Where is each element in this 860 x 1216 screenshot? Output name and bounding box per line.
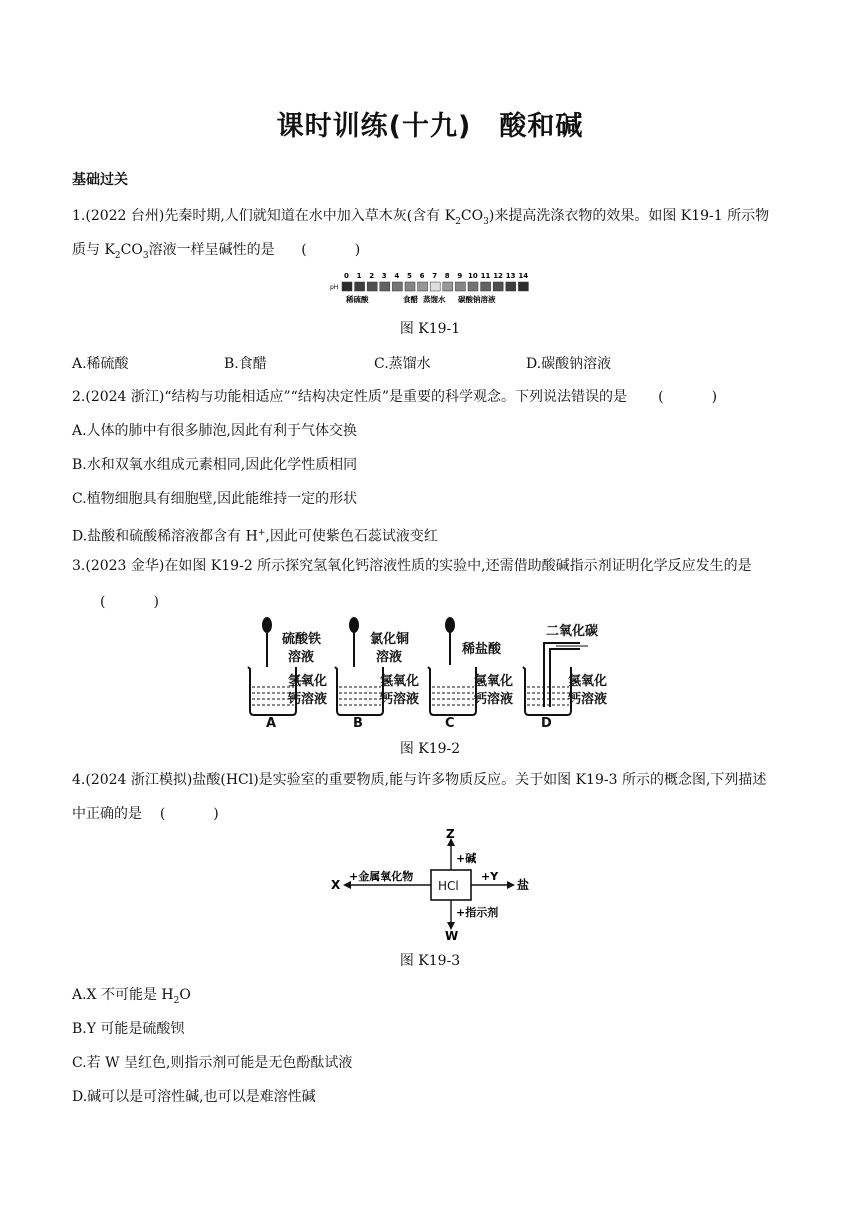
ph-number: 13 — [505, 272, 516, 280]
label-caoh2-d-2: 钙溶液 — [568, 692, 608, 707]
ph-cell — [418, 282, 428, 291]
ph-cell — [367, 282, 377, 291]
hcl-concept-map — [325, 826, 540, 942]
q4-option-b[interactable]: B.Y 可能是硫酸钡 — [72, 1021, 185, 1037]
label-indicator: +指示剂 — [456, 906, 499, 919]
label-ferric-sulfate-1: 硫酸铁 — [282, 632, 322, 647]
label-ferric-sulfate-2: 溶液 — [288, 650, 315, 665]
caption-k19-3: 图 K19-3 — [399, 953, 461, 969]
q4-stem-line1: 4.(2024 浙江模拟)盐酸(HCl)是实验室的重要物质,能与许多物质反应。关于如图 K19-3 所示的概念图,下列描述 — [72, 772, 767, 788]
beaker-experiment-figure — [240, 615, 620, 730]
ph-number: 11 — [480, 272, 491, 280]
ph-cell — [342, 282, 352, 291]
q1-option-b[interactable]: B.食醋 — [224, 356, 267, 372]
ph-scale-figure — [330, 268, 540, 308]
label-co2: 二氧化碳 — [546, 624, 599, 639]
beaker-d — [523, 667, 571, 715]
ph-cells — [342, 282, 528, 291]
caption-k19-2: 图 K19-2 — [399, 741, 461, 757]
ph-cell — [468, 282, 478, 291]
ph-cell — [392, 282, 402, 291]
letter-c: C — [445, 716, 455, 730]
ph-label: pH — [330, 284, 339, 291]
ph-number: 8 — [444, 272, 450, 280]
ph-number: 2 — [369, 272, 375, 280]
dropper-c-bulb — [445, 617, 455, 633]
label-plus-y: +Y — [481, 870, 499, 883]
label-caoh2-b-1: 氢氧化 — [380, 674, 420, 689]
q1-option-a[interactable]: A.稀硫酸 — [72, 356, 129, 372]
ph-label-acid: 稀硫酸 — [346, 295, 369, 304]
ph-number: 12 — [493, 272, 503, 280]
letter-d: D — [541, 716, 552, 730]
ph-number: 6 — [419, 272, 425, 280]
label-base: +碱 — [456, 852, 477, 865]
label-caoh2-c-2: 钙溶液 — [474, 692, 514, 707]
q3-stem: 3.(2023 金华)在如图 K19-2 所示探究氢氧化钙溶液性质的实验中,还需借助酸碱指示剂证明化学反应发生的是 — [72, 558, 752, 574]
page-title: 课时训练(十九) 酸和碱 — [276, 111, 584, 142]
ph-cell — [481, 282, 491, 291]
label-metal-oxide: +金属氧化物 — [349, 870, 414, 883]
ph-cell — [380, 282, 390, 291]
beaker-b — [335, 667, 383, 715]
section-heading: 基础过关 — [72, 172, 128, 188]
ph-number: 0 — [344, 272, 349, 280]
q1-stem-line2: 质与 $K_2CO_3$溶液一样呈碱性的是 ( ) — [72, 242, 361, 261]
ph-cell — [430, 282, 440, 291]
label-copper-chloride-1: 氯化铜 — [370, 632, 410, 647]
beaker-c — [428, 667, 476, 715]
q2-option-d[interactable]: D.盐酸和硫酸稀溶液都含有 H+,因此可使紫色石蕊试液变红 — [72, 528, 438, 545]
ph-cell — [405, 282, 415, 291]
label-caoh2-a-2: 钙溶液 — [288, 692, 328, 707]
label-caoh2-a-1: 氢氧化 — [288, 674, 328, 689]
q2-option-b[interactable]: B.水和双氧水组成元素相同,因此化学性质相同 — [72, 457, 358, 473]
ph-cell — [355, 282, 365, 291]
q1-option-c[interactable]: C.蒸馏水 — [374, 356, 431, 372]
letter-b: B — [353, 716, 363, 730]
caption-k19-1: 图 K19-1 — [399, 321, 461, 337]
letter-a: A — [266, 716, 277, 730]
q4-option-d[interactable]: D.碱可以是可溶性碱,也可以是难溶性碱 — [72, 1089, 316, 1105]
ph-numbers — [344, 272, 528, 280]
dropper-b-bulb — [349, 617, 359, 633]
ph-number: 4 — [394, 272, 400, 280]
label-copper-chloride-2: 溶液 — [376, 650, 403, 665]
q2-option-a[interactable]: A.人体的肺中有很多肺泡,因此有利于气体交换 — [72, 423, 358, 439]
q4-stem-line2: 中正确的是 ( ) — [72, 806, 219, 822]
q2-stem: 2.(2024 浙江)“结构与功能相适应”“结构决定性质”是重要的科学观念。下列说法错误的是 ( ) — [72, 389, 718, 405]
hcl-label: HCl — [438, 879, 459, 893]
label-caoh2-c-1: 氢氧化 — [474, 674, 514, 689]
ph-cell — [493, 282, 503, 291]
ph-cell — [443, 282, 453, 291]
ph-number: 1 — [356, 272, 362, 280]
ph-label-soda: 碳酸钠溶液 — [458, 295, 496, 304]
ph-number: 7 — [432, 272, 438, 280]
ph-cell — [518, 282, 528, 291]
label-z: Z — [446, 827, 455, 841]
ph-label-water: 蒸馏水 — [423, 295, 446, 304]
q1-stem-line1: 1.(2022 台州)先秦时期,人们就知道在水中加入草木灰(含有 $K_2CO_3$)来提高洗涤衣物的效果。如图 K19-1 所示物 — [72, 208, 770, 227]
ph-cell — [455, 282, 465, 291]
label-caoh2-b-2: 钙溶液 — [380, 692, 420, 707]
ph-cell — [506, 282, 516, 291]
label-w: W — [445, 929, 459, 942]
ph-number: 14 — [518, 272, 529, 280]
ph-number: 10 — [468, 272, 478, 280]
ph-label-vinegar: 食醋 — [403, 295, 418, 304]
label-dilute-hcl: 稀盐酸 — [462, 642, 502, 657]
q2-option-c[interactable]: C.植物细胞具有细胞壁,因此能维持一定的形状 — [72, 491, 358, 507]
q3-paren: ( ) — [100, 594, 159, 610]
label-caoh2-d-1: 氢氧化 — [568, 674, 608, 689]
ph-number: 3 — [381, 272, 387, 280]
label-x: X — [331, 878, 341, 892]
ph-number: 5 — [407, 272, 412, 280]
label-salt: 盐 — [517, 878, 530, 892]
ph-number: 9 — [457, 272, 463, 280]
dropper-a-bulb — [262, 617, 272, 633]
q4-option-c[interactable]: C.若 W 呈红色,则指示剂可能是无色酚酞试液 — [72, 1055, 353, 1071]
q4-option-a[interactable]: A.X 不可能是 $H_2O$ — [72, 987, 191, 1006]
q1-option-d[interactable]: D.碳酸钠溶液 — [526, 356, 612, 372]
